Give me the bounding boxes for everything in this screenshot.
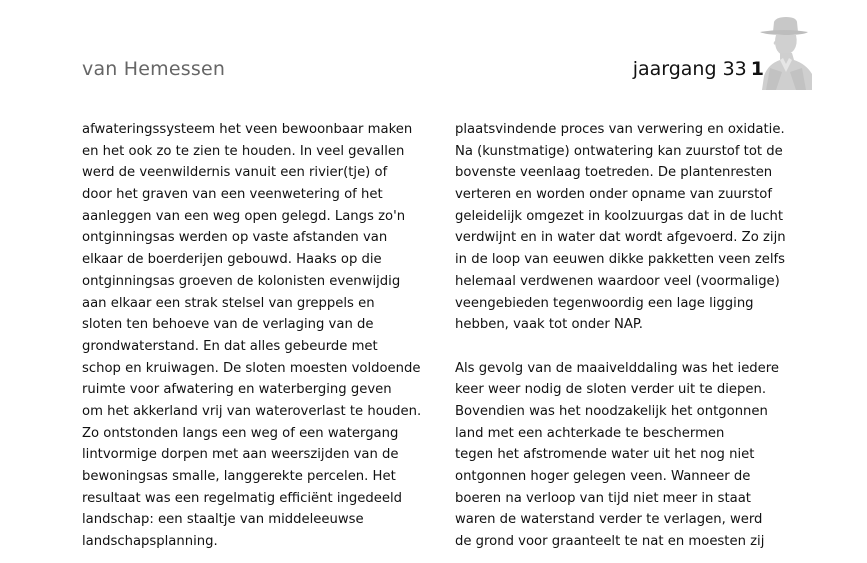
text-line: in de loop van eeuwen dikke pakketten veen zelfs [455, 252, 786, 268]
volume-label: jaargang 33 [632, 58, 747, 80]
text-line: boeren na verloop van tijd niet meer in staat [455, 490, 751, 506]
man-with-hat-silhouette-icon [756, 16, 812, 90]
text-line: Na (kunstmatige) ontwatering kan zuurstof tot de [455, 143, 783, 159]
text-line: landschapsplanning. [82, 534, 218, 550]
text-line: elkaar de boerderijen gebouwd. Haaks op die [82, 252, 382, 268]
text-line: veengebieden tegenwoordig een lage ligging [455, 295, 754, 311]
text-column-right [455, 119, 795, 553]
paragraph-gap [455, 336, 795, 358]
text-line: bovenste veenlaag toetreden. De plantenresten [455, 165, 773, 181]
text-line: door het graven van een veenwetering of het [82, 187, 383, 203]
text-line: lintvormige dorpen met aan weerszijden van de [82, 447, 399, 463]
text-line: afwateringssysteem het veen bewoonbaar maken [82, 122, 413, 137]
text-line: aanleggen van een weg open gelegd. Langs zo'n [82, 208, 406, 224]
text-line: en het ook zo te zien te houden. In veel gevallen [82, 143, 405, 159]
volume-heading [633, 58, 764, 80]
text-line: ontgonnen hoger gelegen veen. Wanneer de [455, 469, 751, 484]
text-line: Bovendien was het noodzakelijk het ontgonnen [455, 403, 768, 419]
text-line: sloten ten behoeve van de verlaging van de [82, 317, 374, 333]
text-line: landschap: een staaltje van middeleeuwse [82, 512, 364, 528]
text-line: grondwaterstand. En dat alles gebeurde met [82, 338, 378, 354]
text-line: keer weer nodig de sloten verder uit te diepen. [455, 382, 767, 398]
text-line: geleidelijk omgezet in koolzuurgas dat in de lucht [455, 208, 784, 224]
page-number: 1 [750, 58, 764, 80]
text-line: bewoningsas smalle, langgerekte percelen. Het [82, 469, 396, 484]
text-line: plaatsvindende proces van verwering en oxidatie. [455, 122, 785, 137]
text-line: de grond voor graanteelt te nat en moesten zij [455, 534, 765, 550]
text-line: Als gevolg van de maaivelddaling was het iedere [455, 360, 780, 376]
text-line: ruimte voor afwatering en waterberging geven [82, 382, 392, 398]
text-line: hebben, vaak tot onder NAP. [455, 317, 643, 333]
text-line: helemaal verdwenen waardoor veel (voormalige) [455, 273, 780, 289]
text-line: om het akkerland vrij van wateroverlast te houden. [82, 403, 422, 419]
text-line: verteren en worden onder opname van zuurstof [455, 187, 772, 203]
author-name: van Hemessen [82, 58, 226, 80]
text-line: aan elkaar een strak stelsel van greppels en [82, 295, 375, 311]
text-line: ontginningsas werden op vaste afstanden van [82, 230, 388, 246]
text-line: resultaat was een regelmatig efficiënt ingedeeld [82, 490, 403, 506]
text-line: ontginningsas groeven de kolonisten evenwijdig [82, 273, 401, 289]
text-column-left [82, 119, 422, 553]
text-line: waren de waterstand verder te verlagen, werd [455, 512, 763, 528]
text-line: land met een achterkade te beschermen [455, 425, 725, 441]
text-line: werd de veenwildernis vanuit een rivier(tje) of [82, 165, 388, 181]
text-line: Zo ontstonden langs een weg of een watergang [82, 425, 399, 441]
text-line: verdwijnt en in water dat wordt afgevoerd. Zo zijn [455, 230, 786, 246]
text-line: tegen het afstromende water uit het nog niet [455, 447, 755, 463]
text-line: schop en kruiwagen. De sloten moesten voldoende [82, 360, 421, 376]
